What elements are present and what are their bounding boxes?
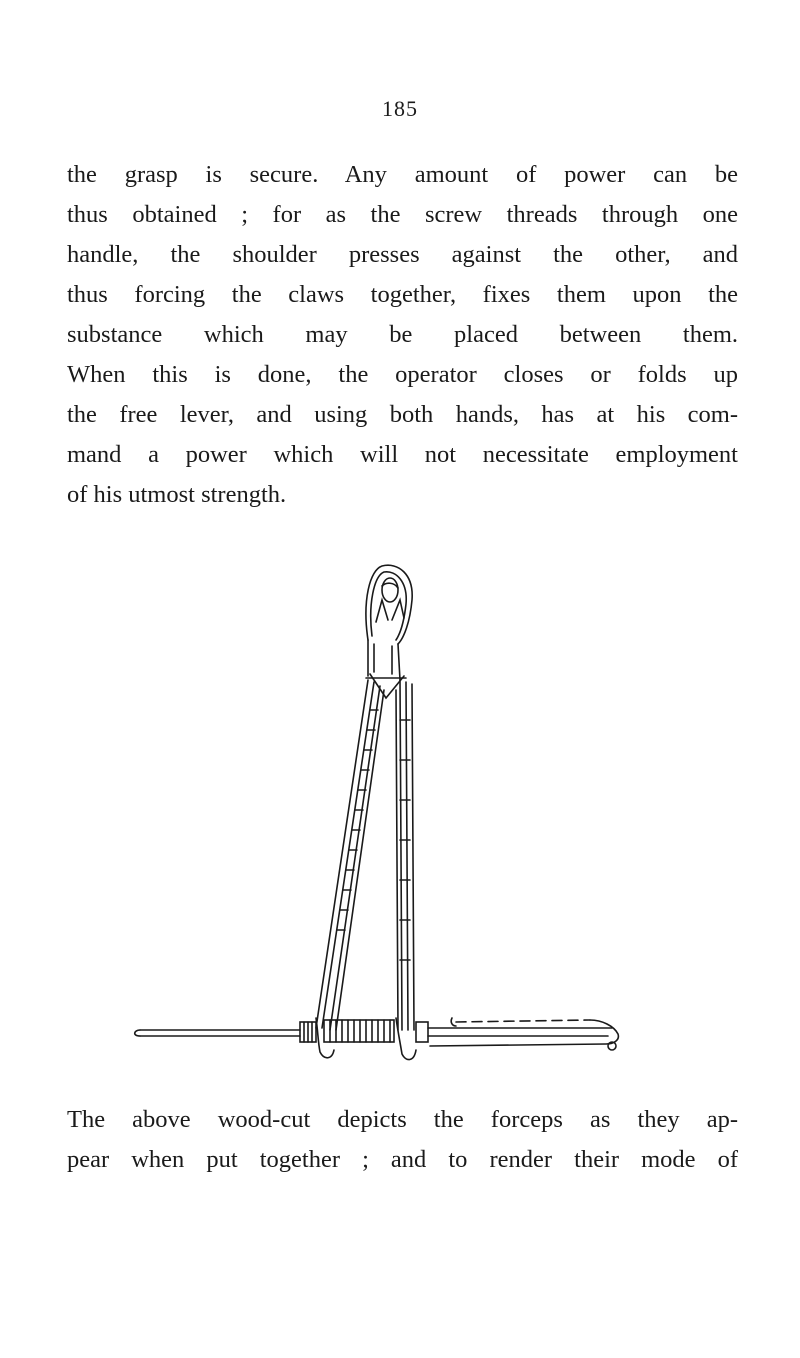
- text-line: The above wood-cut depicts the forceps as they ap-: [67, 1106, 738, 1133]
- text-line: When this is done, the operator closes or folds up: [67, 361, 738, 388]
- text-line: the grasp is secure. Any amount of power can be: [67, 161, 738, 188]
- text-line: of his utmost strength.: [67, 481, 287, 508]
- text-line: the free lever, and using both hands, has at his com-: [67, 401, 738, 428]
- text-line: pear when put together ; and to render their mode of: [67, 1146, 738, 1173]
- text-line: substance which may be placed between them.: [67, 321, 738, 348]
- forceps-illustration-icon: [120, 560, 640, 1080]
- text-line: handle, the shoulder presses against the other, and: [67, 241, 738, 268]
- text-line: mand a power which will not necessitate employment: [67, 441, 738, 468]
- forceps-woodcut-illustration: [120, 560, 640, 1080]
- text-line: thus forcing the claws together, fixes them upon the: [67, 281, 738, 308]
- text-line: thus obtained ; for as the screw threads through one: [67, 201, 738, 228]
- page-number: 185: [382, 96, 418, 121]
